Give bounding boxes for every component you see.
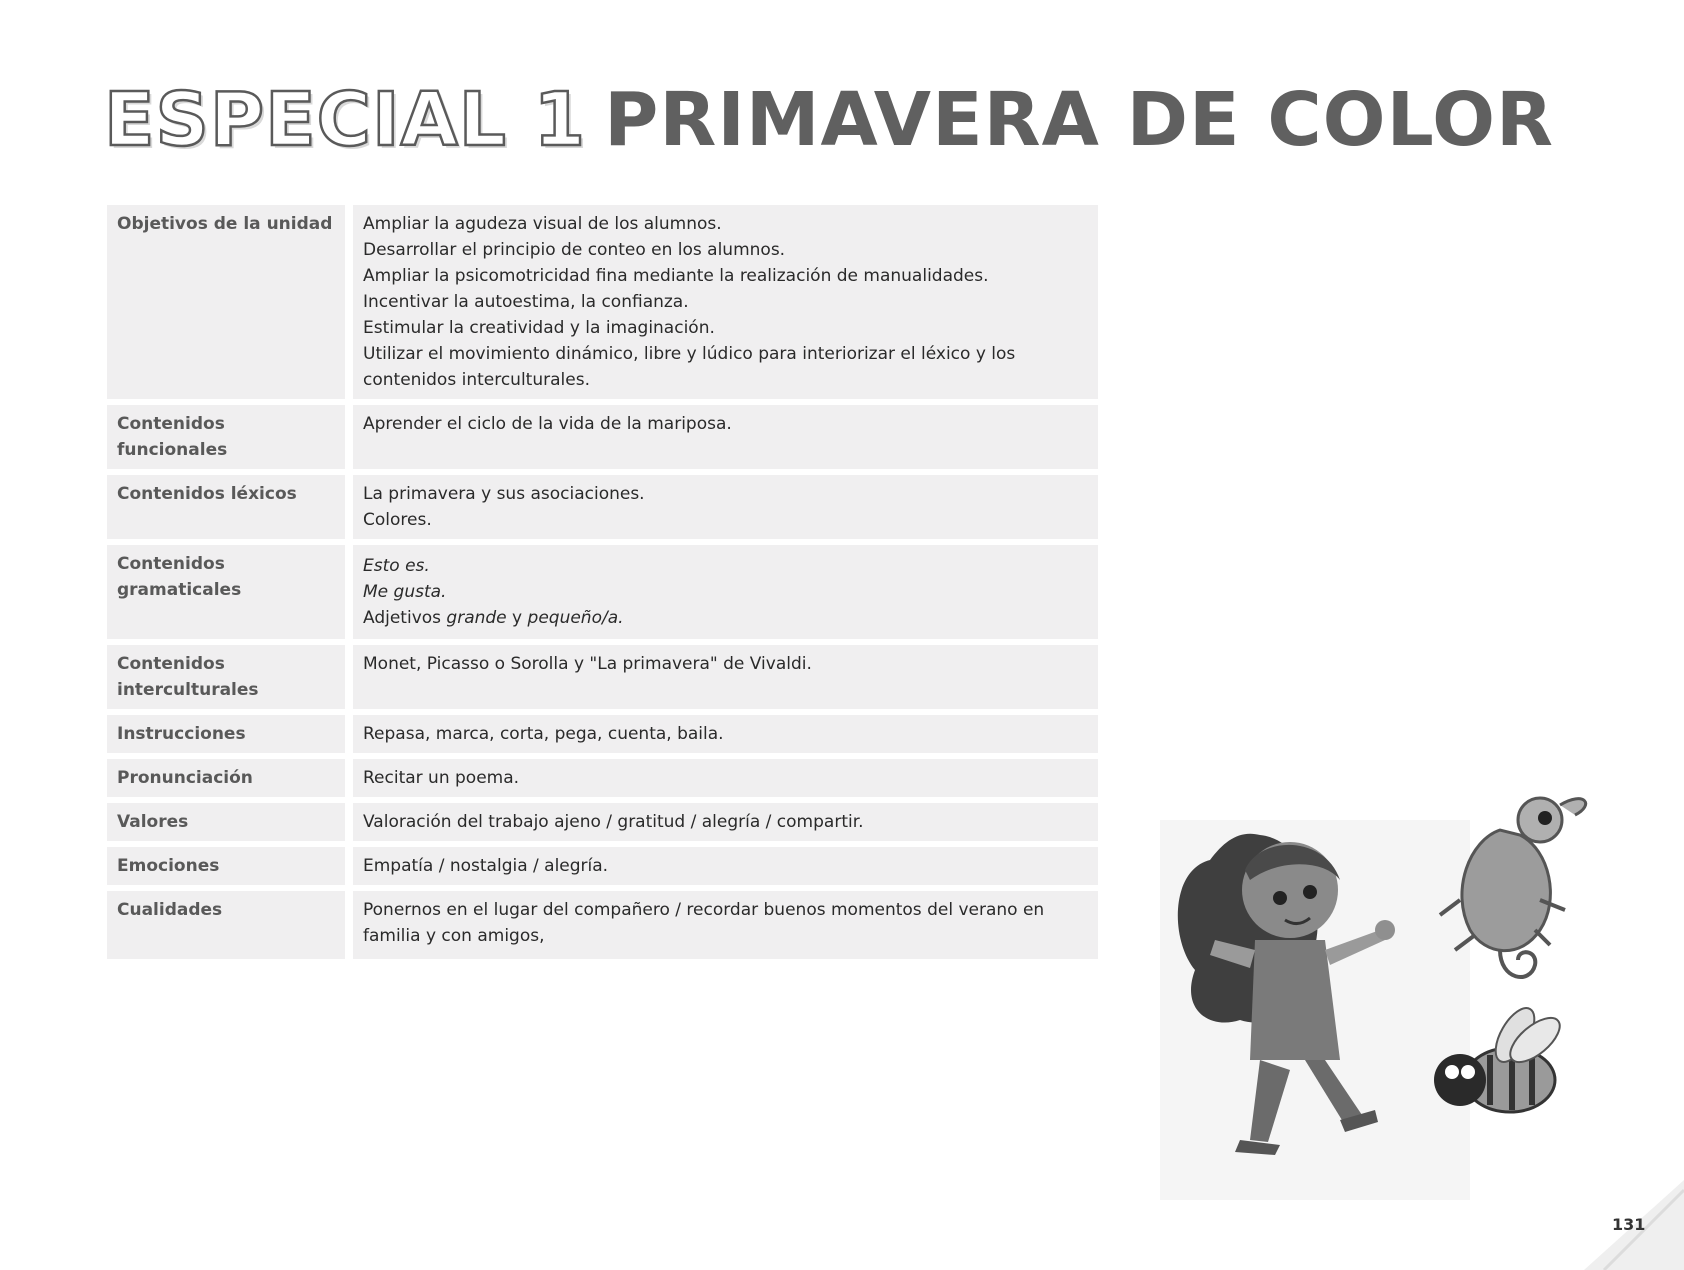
list-item: Valoración del trabajo ajeno / gratitud / alegría / compartir.: [363, 812, 864, 832]
list-item: Recitar un poema.: [363, 768, 520, 788]
row-label-cualidades: Cualidades: [107, 891, 345, 959]
list-item: Esto es.: [363, 556, 430, 576]
list-item: Repasa, marca, corta, pega, cuenta, baila.: [363, 724, 724, 744]
list-item: Incentivar la autoestima, la confianza.: [363, 292, 689, 312]
list-item: La primavera y sus asociaciones.: [363, 484, 645, 504]
row-label-emociones: Emociones: [107, 847, 345, 885]
list-item: Me gusta.: [363, 582, 447, 602]
list-item: Ampliar la psicomotricidad fina mediante la realización de manualidades.: [363, 266, 989, 286]
row-value-emociones: [353, 847, 1098, 885]
page-number: 131: [1612, 1215, 1646, 1234]
list-item: [363, 605, 1088, 631]
row-value-interculturales: [353, 645, 1098, 709]
row-label-interculturales: Contenidos interculturales: [107, 645, 345, 709]
row-label-objetivos: Objetivos de la unidad: [107, 205, 345, 399]
row-value-instrucciones: [353, 715, 1098, 753]
row-value-funcionales: [353, 405, 1098, 469]
list-item: Aprender el ciclo de la vida de la mariposa.: [363, 414, 732, 434]
list-item: Ampliar la agudeza visual de los alumnos.: [363, 214, 722, 234]
row-label-pronunciacion: Pronunciación: [107, 759, 345, 797]
list-item: Ponernos en el lugar del compañero / recordar buenos momentos del verano en familia y con amigos,: [363, 900, 1045, 946]
page-title: [104, 70, 1554, 170]
row-label-instrucciones: Instrucciones: [107, 715, 345, 753]
list-item: Utilizar el movimiento dinámico, libre y lúdico para interiorizar el léxico y los contenidos interculturales.: [363, 344, 1016, 390]
list-item: Monet, Picasso o Sorolla y "La primavera" de Vivaldi.: [363, 654, 812, 674]
row-value-cualidades: [353, 891, 1098, 959]
spring-illustration: [1140, 780, 1660, 1200]
list-item: Empatía / nostalgia / alegría.: [363, 856, 609, 876]
row-label-valores: Valores: [107, 803, 345, 841]
row-label-lexicos: Contenidos léxicos: [107, 475, 345, 539]
row-value-objetivos: [353, 205, 1098, 399]
row-value-lexicos: [353, 475, 1098, 539]
unit-summary-table: [107, 205, 1098, 959]
list-item: Colores.: [363, 510, 432, 530]
adjective-pequeno: pequeño/a.: [527, 608, 624, 628]
row-value-valores: [353, 803, 1098, 841]
list-item: Estimular la creatividad y la imaginación.: [363, 318, 715, 338]
row-label-funcionales: Contenidos funcionales: [107, 405, 345, 469]
row-label-gramaticales: Contenidos gramaticales: [107, 545, 345, 639]
adjectives-connector: y: [506, 608, 528, 628]
list-item: Desarrollar el principio de conteo en los alumnos.: [363, 240, 786, 260]
adjective-grande: grande: [446, 608, 507, 628]
row-value-pronunciacion: [353, 759, 1098, 797]
row-value-gramaticales: [353, 545, 1098, 639]
unit-title: PRIMAVERA DE COLOR: [604, 77, 1554, 163]
special-label: ESPECIAL 1: [104, 77, 587, 163]
adjectives-prefix: Adjetivos: [363, 608, 447, 628]
